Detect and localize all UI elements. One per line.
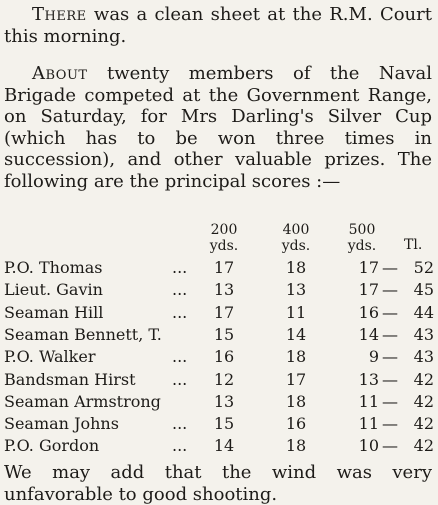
- score-200: 13: [213, 280, 235, 300]
- score-dots: ...: [172, 280, 188, 300]
- score-dash: —: [382, 347, 398, 367]
- score-name: P.O. Thomas: [4, 258, 103, 277]
- score-name: P.O. Gordon: [4, 436, 100, 456]
- score-total: 52: [413, 258, 434, 277]
- score-dots: ...: [172, 347, 188, 367]
- score-name: Bandsman Hirst: [4, 369, 136, 389]
- score-total: 42: [413, 369, 434, 389]
- score-dash: —: [382, 414, 398, 434]
- header-400-unit: yds.: [281, 238, 311, 254]
- table-row: [4, 391, 434, 413]
- table-row: [4, 324, 434, 346]
- score-total: 45: [413, 280, 434, 300]
- score-200: 15: [213, 324, 235, 344]
- header-500: [332, 222, 392, 260]
- score-400: 16: [285, 414, 307, 434]
- score-total: 42: [413, 414, 434, 434]
- score-name: Seaman Hill: [4, 302, 104, 322]
- header-200: [194, 222, 254, 260]
- table-row: [4, 435, 434, 457]
- header-400-dist: 400: [282, 222, 310, 238]
- naval-lead-word: About: [32, 63, 88, 84]
- score-200: 17: [213, 302, 235, 322]
- score-total: 42: [413, 391, 434, 411]
- naval-brigade-paragraph: [4, 63, 432, 192]
- table-row: [4, 302, 434, 324]
- header-400: [266, 222, 326, 260]
- score-500: 10: [358, 436, 379, 456]
- score-200: 17: [213, 258, 235, 277]
- score-total: 44: [413, 302, 434, 322]
- score-400: 17: [285, 369, 307, 389]
- score-dash: —: [382, 258, 398, 277]
- score-dots: ...: [172, 436, 188, 456]
- score-200: 12: [213, 369, 235, 389]
- score-name: Seaman Bennett, T.: [4, 324, 162, 344]
- score-total: 42: [413, 436, 434, 456]
- table-row: [4, 279, 434, 301]
- score-dots: ...: [172, 369, 188, 389]
- score-400: 18: [285, 436, 307, 456]
- score-dots: ...: [172, 414, 188, 434]
- score-dash: —: [382, 369, 398, 389]
- score-500: 16: [358, 302, 379, 322]
- court-lead-word: There: [32, 4, 87, 25]
- score-dash: —: [382, 391, 398, 411]
- score-dots: ...: [172, 302, 188, 322]
- score-500: 9: [368, 347, 379, 367]
- score-dash: —: [382, 324, 398, 344]
- score-total: 43: [413, 347, 434, 367]
- score-400: 13: [285, 280, 307, 300]
- header-500-dist: 500: [348, 222, 376, 238]
- closing-paragraph: We may add that the wind was very unfavorable to good shooting.: [4, 462, 432, 505]
- score-500: 17: [358, 258, 379, 277]
- score-200: 15: [213, 414, 235, 434]
- naval-text: twenty members of the Naval Brigade competed at the Government Range, on Saturday, for Mrs Darling's Silver Cup (which has to be won three times in succession), and other valuable prizes. The following are the principal scores :—: [4, 63, 432, 192]
- table-row: [4, 369, 434, 391]
- score-500: 13: [358, 369, 379, 389]
- score-dash: —: [382, 436, 398, 456]
- score-500: 17: [358, 280, 379, 300]
- score-400: 18: [285, 347, 307, 367]
- table-row: [4, 346, 434, 368]
- score-500: 14: [358, 324, 379, 344]
- score-500: 11: [358, 391, 379, 411]
- score-400: 11: [285, 302, 307, 322]
- score-400: 14: [285, 324, 307, 344]
- score-name: Seaman Armstrong: [4, 391, 161, 411]
- header-total: Tl.: [404, 237, 423, 253]
- score-name: Lieut. Gavin: [4, 280, 103, 300]
- table-row: [4, 413, 434, 435]
- header-200-dist: 200: [210, 222, 238, 238]
- score-name: Seaman Johns: [4, 414, 119, 434]
- score-400: 18: [285, 258, 307, 277]
- court-text: was a clean sheet at the R.M. Court this morning.: [4, 4, 432, 47]
- score-dash: —: [382, 302, 398, 322]
- score-name: P.O. Walker: [4, 347, 96, 367]
- score-dash: —: [382, 280, 398, 300]
- table-row: [4, 257, 434, 279]
- header-200-unit: yds.: [209, 238, 239, 254]
- score-200: 14: [213, 436, 235, 456]
- score-total: 43: [413, 324, 434, 344]
- header-500-unit: yds.: [347, 238, 377, 254]
- score-200: 16: [213, 347, 235, 367]
- score-200: 13: [213, 391, 235, 411]
- court-paragraph: [4, 4, 432, 47]
- score-400: 18: [285, 391, 307, 411]
- score-dots: ...: [172, 258, 188, 277]
- score-500: 11: [358, 414, 379, 434]
